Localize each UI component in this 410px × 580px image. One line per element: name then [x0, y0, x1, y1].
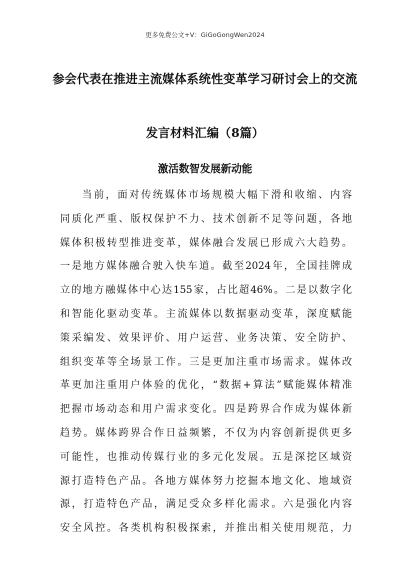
body-line: 组织变革等全场景工作。三是更加注重市场需求。媒体改	[60, 356, 352, 368]
body-line: 源，打造特色产品，满足受众多样化需求。六是强化内容	[60, 499, 352, 511]
body-line: 一是地方媒体融合驶入快车道。截至2024年，全国挂牌成	[60, 261, 352, 273]
body-text	[60, 184, 352, 541]
body-line: 当前，面对传统媒体市场规模大幅下滑和收缩、内容	[82, 190, 352, 201]
section-title: 激活数智发展新动能	[157, 163, 253, 175]
body-line: 可能性，也推动传媒行业的多元化发展。五是深挖区域资	[60, 451, 352, 463]
document-title-line-1: 参会代表在推进主流媒体系统性变革学习研讨会上的交流	[52, 72, 358, 86]
body-line: 源打造特色产品。各地方媒体努力挖掘本地文化、地域资	[60, 475, 352, 487]
body-line: 策采编发、效果评价、用户运营、业务决策、安全防护、	[60, 332, 352, 344]
body-line: 革更加注重用户体验的优化，“数据+算法”赋能媒体精准	[60, 380, 352, 392]
body-line: 媒体积极转型推进变革，媒体融合发展已形成六大趋势。	[60, 237, 352, 249]
document-title-line-2: 发言材料汇编（8篇）	[145, 126, 265, 140]
body-line: 立的地方融媒体中心达155家，占比超46%。二是以数字化	[60, 285, 352, 297]
body-line: 趋势。媒体跨界合作日益频繁，不仅为内容创新提供更多	[60, 427, 352, 439]
body-line: 同质化严重、版权保护不力、技术创新不足等问题，各地	[60, 213, 352, 225]
header-note: 更多免费公文+V：GiGoGongWen2024	[145, 31, 265, 39]
body-line: 和智能化驱动变革。主流媒体以数据驱动变革，深度赋能	[60, 308, 352, 320]
body-line: 安全风控。各类机构积极探索，并推出相关使用规范，力	[60, 523, 352, 535]
body-line: 把握市场动态和用户需求变化。四是跨界合作成为媒体新	[60, 404, 352, 416]
